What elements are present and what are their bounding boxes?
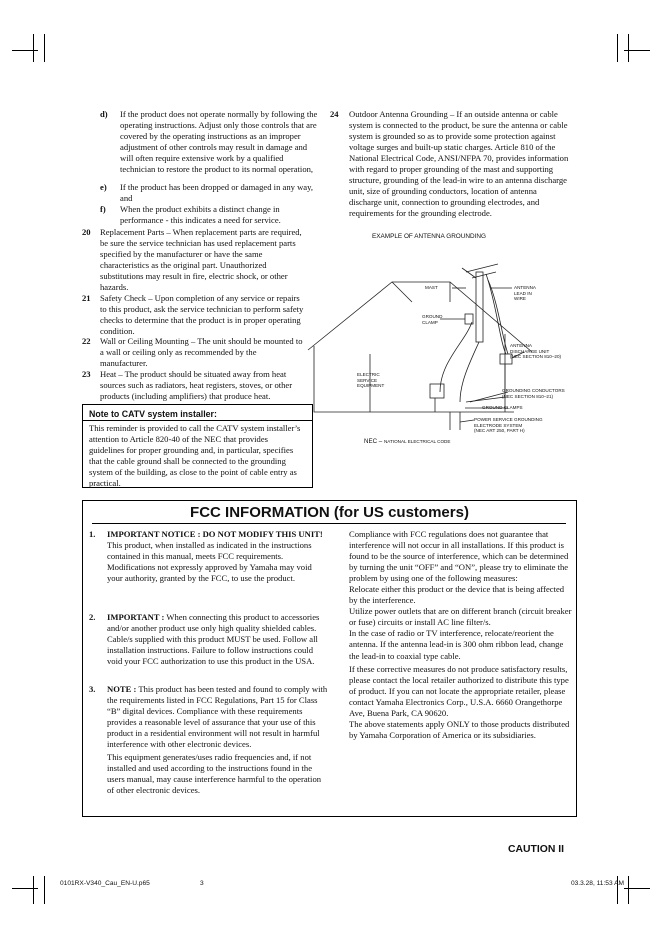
label-power-service: POWER SERVICE GROUNDING ELECTRODE SYSTEM (NEC ART 250, PART H) <box>474 417 543 434</box>
catv-note-text: This reminder is provided to call the CATV system installer’s attention to Article 820-40 of the NEC that provides guidelines for proper grounding and, in particular, specifies that the cable ground shall be connected to the grounding system of the building, as close to the point of cable entry as practical. <box>89 423 301 489</box>
crop-mark <box>44 876 45 904</box>
label-grounding-conductors: GROUNDING CONDUCTORS (NEC SECTION 810–21) <box>502 388 565 399</box>
catv-note-box <box>82 404 313 488</box>
label-mast: MAST <box>425 285 438 290</box>
fcc-paragraph: In the case of radio or TV interference, relocate/reorient the antenna. If the antenna lead-in is 300 ohm ribbon lead, change the lead-in to coaxial type cable. <box>349 628 564 661</box>
label-antenna-lead: ANTENNA LEAD IN WIRE <box>514 285 536 302</box>
nec-note: NEC – NATIONAL ELECTRICAL CODE <box>364 438 451 445</box>
roof-line <box>308 282 532 352</box>
sub-item-e: e) If the product has been dropped or damaged in any way, and <box>100 182 313 204</box>
crop-mark <box>33 876 34 904</box>
fcc-right-column <box>349 529 573 741</box>
caution-label: CAUTION II <box>508 844 564 855</box>
item-24: 24 Outdoor Antenna Grounding – If an outside antenna or cable system is connected to the product, be sure the antenna or cable system is grounded so as to provide some protection against voltage surges and built-up static charges. Article 810 of the National Electrical Code, ANSI/NFPA 70, provides information with regard to proper grounding of the mast and supporting structure, grounding of the lead-in wire to an antenna discharge unit, size of grounding conductors, location of antenna discharge unit, connection to grounding electrodes, and requirements for the grounding electrode. <box>330 109 569 219</box>
label-electric-service: ELECTRIC SERVICE EQUIPMENT <box>357 372 385 389</box>
sub-item-d: d) If the product does not operate normally by following the operating instructions. Adjust only those controls that are covered by the operating instructions as an improper adjustment of other controls may result in damage and will often require extensive work by a qualified technician to restore the product to its normal operation, <box>100 109 318 175</box>
footer-filename: 0101RX-V340_Cau_EN-U.p65 <box>60 880 150 887</box>
item-20: 20 Replacement Parts – When replacement parts are required, be sure the service technician has used replacement parts specified by the manufacturer or have the same characteristics as the original part. Unauthorized substitutions may result in fire, electric shock, or other hazards. <box>82 227 302 293</box>
diagram-title: EXAMPLE OF ANTENNA GROUNDING <box>372 233 486 240</box>
label-ground-clamps: GROUND CLAMPS <box>482 405 523 410</box>
fcc-paragraph: Utilize power outlets that are on different branch (circuit breaker or fuse) circuits or install AC line filter/s. <box>349 606 572 628</box>
house-wall <box>314 346 514 412</box>
crop-mark <box>617 34 618 62</box>
catv-divider <box>83 420 312 421</box>
label-ground-clamp: GROUND CLAMP <box>422 314 443 325</box>
item-22: 22 Wall or Ceiling Mounting – The unit should be mounted to a wall or ceiling only as recommended by the manufacturer. <box>82 336 303 369</box>
fcc-item-2: 2. IMPORTANT : When connecting this product to accessories and/or another product use only high quality shielded cables. Cable/s supplied with this product MUST be used. Follow all installation instructions. Failure to follow instructions could void your FCC authorization to use this product in the USA. <box>89 612 320 667</box>
fcc-paragraph: Relocate either this product or the device that is being affected by the interference. <box>349 584 565 606</box>
crop-mark <box>12 50 38 51</box>
crop-mark <box>12 888 38 889</box>
sub-item-f: f) When the product exhibits a distinct change in performance - this indicates a need for service. <box>100 204 281 226</box>
footer-page: 3 <box>200 880 204 887</box>
item-21: 21 Safety Check – Upon completion of any service or repairs to this product, ask the service technician to perform safety checks to determine that the product is in proper operating condition. <box>82 293 304 337</box>
fcc-title: FCC INFORMATION (for US customers) <box>190 504 469 521</box>
fcc-item-1: 1. IMPORTANT NOTICE : DO NOT MODIFY THIS UNIT! This product, when installed as indicated in the instructions contained in this manual, meets FCC requirements. Modifications not expressly approved by Yamaha may void your authority, granted by the FCC, to use the product. <box>89 529 323 584</box>
crop-mark <box>628 34 629 62</box>
catv-note-title: Note to CATV system installer: <box>89 409 217 419</box>
label-discharge-unit: ANTENNA DISCHARGE UNIT (NEC SECTION 810–20) <box>510 343 562 360</box>
fcc-item-3: 3. NOTE : This product has been tested and found to comply with the requirements listed in FCC Regulations, Part 15 for Class “B” digital devices. Compliance with these requirements provides a reasonable level of assurance that your use of this product in a residential environment will not result in harmful interference with other electronic devices. This equipment generates/uses radio frequencies and, if not installed and used according to the instructions found in the users manual, may cause interference harmful to the operation of other electronic devices. <box>89 684 328 796</box>
crop-mark <box>44 34 45 62</box>
item-23: 23 Heat – The product should be situated away from heat sources such as radiators, heat registers, stoves, or other products (including amplifiers) that produce heat. <box>82 369 293 402</box>
crop-mark <box>33 34 34 62</box>
footer-date: 03.3.28, 11:53 AM <box>570 880 624 887</box>
fcc-paragraph: The above statements apply ONLY to those products distributed by Yamaha Corporation of America or its subsidiaries. <box>349 718 570 740</box>
electric-service-box <box>430 384 444 398</box>
crop-mark <box>628 876 629 904</box>
fcc-paragraph: If these corrective measures do not produce satisfactory results, please contact the local retailer authorized to distribute this type of product. If you can not locate the appropriate retailer, please contact Yamaha Electronics Corp., U.S.A. 6660 Orangethorpe Ave, Buena Park, CA 90620. <box>349 663 569 718</box>
fcc-title-rule <box>92 523 566 524</box>
fcc-paragraph: Compliance with FCC regulations does not guarantee that interference will not occur in all installations. If this product is found to be the source of interference, which can be determined by turning the unit “OFF” and “ON”, please try to eliminate the problem by using one of the following measures: <box>349 529 569 584</box>
